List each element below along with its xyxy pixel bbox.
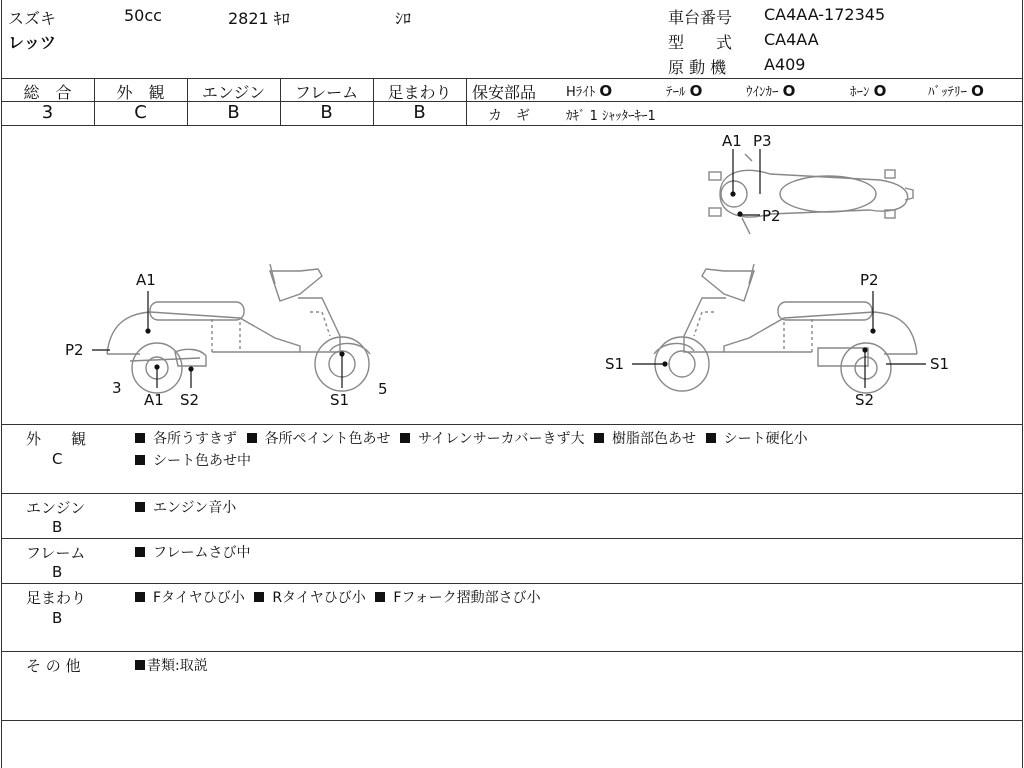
remarks-suspension-grade: B (52, 609, 63, 627)
engine-type-label: 原 動 機 (668, 58, 727, 77)
key-label: カ ギ (488, 108, 530, 124)
overall-grade: 3 (41, 102, 54, 123)
bullet (135, 547, 145, 557)
key-value: ｶｷﾞ 1 ｼｬｯﾀｰｷｰ1 (566, 109, 656, 124)
remarks-engine-grade: B (52, 518, 63, 536)
remarks-other-label: そ の 他 (26, 657, 81, 675)
maker: スズキ (8, 9, 57, 28)
safety-item-battery: ﾊﾞｯﾃﾘｰ O (928, 82, 984, 100)
damage-label: P3 (753, 132, 772, 150)
bullet (247, 433, 257, 443)
engine-label: エンジン (201, 83, 266, 102)
damage-label: S2 (180, 391, 200, 409)
damage-label: 3 (112, 379, 122, 397)
type-value: CA4AA (764, 30, 819, 49)
bullet (375, 592, 385, 602)
remarks-suspension-line: Fタイヤひび小 Rタイヤひび小 Fフォーク摺動部さび小 (135, 587, 541, 607)
remarks-engine-line: エンジン音小 (135, 497, 236, 517)
safety-item-horn: ﾎｰﾝ O (850, 82, 887, 100)
color: ｼﾛ (395, 9, 412, 28)
damage-label: S1 (605, 355, 625, 373)
remarks-exterior-line2: シート色あせ中 (135, 450, 251, 470)
bullet (400, 433, 410, 443)
frame-grade: B (320, 102, 333, 123)
damage-label: P2 (860, 271, 879, 289)
overall-label: 総 合 (23, 83, 72, 102)
engine-grade: B (227, 102, 240, 123)
frame-number: CA4AA-172345 (764, 5, 886, 24)
safety-label: 保安部品 (472, 83, 537, 102)
exterior-grade: C (134, 102, 147, 123)
safety-mid-line (466, 101, 1023, 102)
damage-label: S1 (330, 391, 350, 409)
bullet (594, 433, 604, 443)
bullet (254, 592, 264, 602)
damage-label: A1 (722, 132, 742, 150)
remarks-engine-label: エンジン (26, 499, 86, 517)
remarks-frame-grade: B (52, 563, 63, 581)
suspension-label: 足まわり (387, 83, 452, 102)
bullet (135, 455, 145, 465)
safety-item-headlight: Hﾗｲﾄ O (566, 82, 613, 100)
remarks-divider (1, 538, 1023, 539)
safety-item-tail: ﾃｰﾙ O (666, 82, 703, 100)
remarks-exterior-line1: 各所うすきず 各所ペイント色あせ サイレンサーカバーきず大 樹脂部色あせ シート硬化小 (135, 428, 808, 448)
scooter-top-view (709, 154, 913, 234)
damage-label: S2 (855, 391, 875, 409)
remarks-exterior-label: 外 観 (26, 430, 87, 448)
remarks-frame-line: フレームさび中 (135, 542, 250, 562)
displacement: 50cc (124, 6, 162, 25)
bullet (135, 433, 145, 443)
remarks-top (1, 424, 1023, 425)
remarks-divider (1, 493, 1023, 494)
damage-label: P2 (762, 207, 781, 225)
safety-item-winker: ｳｲﾝｶｰ O (746, 82, 796, 100)
damage-label: A1 (136, 271, 156, 289)
remarks-suspension-label: 足まわり (26, 589, 87, 607)
bullet (135, 592, 145, 602)
remarks-other-line: 書類:取説 (135, 655, 208, 675)
remarks-divider (1, 651, 1023, 652)
mileage: 2821 ｷﾛ (228, 9, 290, 28)
damage-label: A1 (144, 391, 164, 409)
damage-label: S1 (930, 355, 950, 373)
bullet (135, 660, 145, 670)
safety-items (566, 81, 1016, 100)
remarks-divider (1, 720, 1023, 721)
model-name: レッツ (8, 33, 56, 52)
frame-label: フレーム (294, 83, 359, 102)
damage-label: 5 (378, 380, 388, 398)
frame-number-label: 車台番号 (668, 8, 733, 27)
exterior-label: 外 観 (116, 83, 165, 102)
bullet (135, 502, 145, 512)
remarks-frame-label: フレーム (26, 544, 86, 562)
grade-table-top (1, 78, 1023, 79)
bullet (706, 433, 716, 443)
remarks-divider (1, 583, 1023, 584)
remarks-exterior-grade: C (52, 450, 63, 468)
damage-label: P2 (65, 341, 84, 359)
type-label: 型 式 (668, 33, 733, 52)
suspension-grade: B (413, 102, 426, 123)
scooter-diagram (0, 126, 1024, 424)
engine-type-value: A409 (764, 55, 806, 74)
